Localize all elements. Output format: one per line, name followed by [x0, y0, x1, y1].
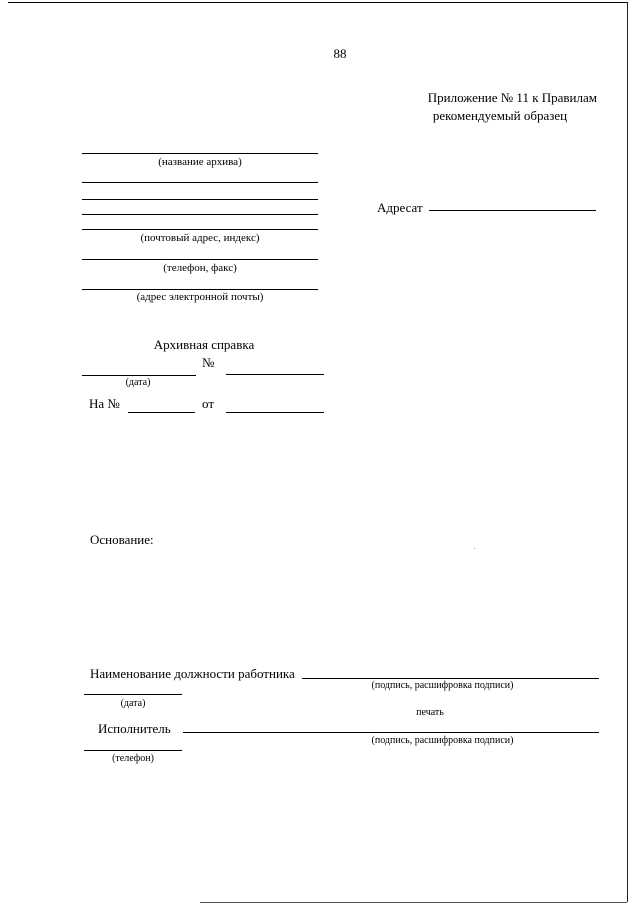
page-border-top	[8, 2, 628, 3]
position-signature-line	[302, 678, 599, 679]
basis-label: Основание:	[90, 532, 154, 547]
addressee-line	[429, 210, 596, 211]
date-caption: (дата)	[125, 377, 151, 388]
email-caption: (адрес электронной почты)	[136, 291, 264, 303]
signature-date-line	[84, 694, 182, 695]
appendix-title: Приложение № 11 к Правилам	[427, 90, 597, 105]
archive-name-line	[82, 153, 318, 154]
phone-line	[84, 750, 182, 751]
postal-line-3	[82, 214, 318, 215]
executor-label: Исполнитель	[98, 721, 171, 736]
email-line	[82, 289, 318, 290]
sample-subtitle: рекомендуемый образец	[432, 108, 568, 123]
certificate-number-line	[226, 374, 324, 375]
ref-number-label: На №	[89, 396, 120, 411]
position-label: Наименование должности работника	[90, 666, 295, 681]
ref-date-line	[226, 412, 324, 413]
postal-line-1	[82, 182, 318, 183]
page-number: 88	[333, 46, 347, 61]
postal-caption: (почтовый адрес, индекс)	[140, 232, 260, 244]
addressee-label: Адресат	[377, 200, 423, 215]
date-line	[82, 375, 196, 376]
signature-caption-2: (подпись, расшифровка подписи)	[371, 735, 514, 746]
page-border-right	[627, 2, 628, 902]
signature-caption-1: (подпись, расшифровка подписи)	[371, 680, 514, 691]
scan-speck	[474, 548, 475, 549]
stamp-label: печать	[416, 707, 444, 718]
ref-number-line	[128, 412, 195, 413]
certificate-title: Архивная справка	[153, 337, 255, 352]
number-sign: №	[202, 355, 215, 370]
signature-date-caption: (дата)	[120, 698, 146, 709]
page-border-bottom	[200, 902, 627, 903]
postal-line-2	[82, 199, 318, 200]
archive-name-caption: (название архива)	[158, 156, 242, 168]
postal-line-4	[82, 229, 318, 230]
executor-signature-line	[183, 732, 599, 733]
phone-fax-line	[82, 259, 318, 260]
ref-from-label: от	[202, 396, 215, 411]
phone-caption: (телефон)	[112, 753, 154, 764]
phone-fax-caption: (телефон, факс)	[163, 262, 237, 274]
